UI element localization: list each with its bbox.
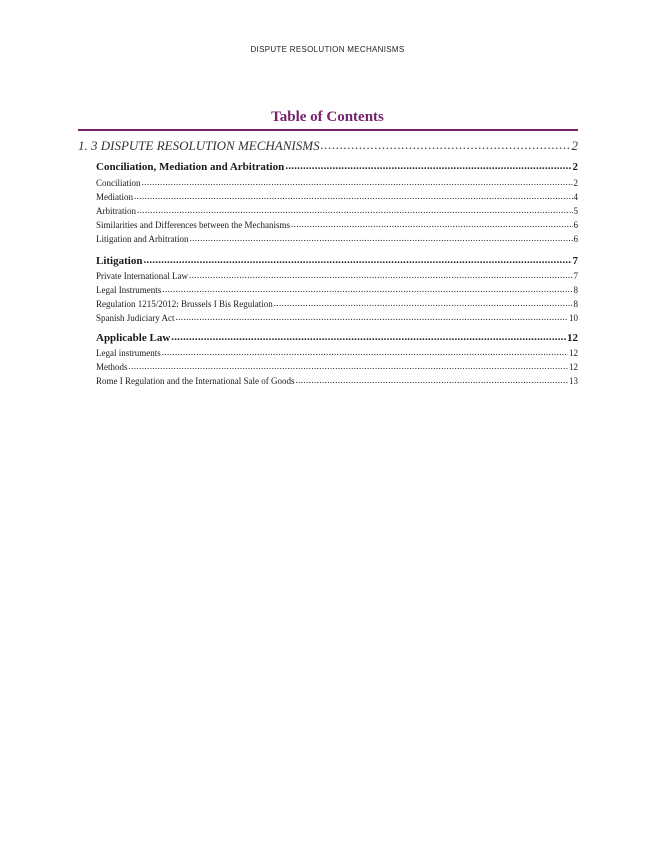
toc-entry-subsection[interactable] (96, 192, 578, 202)
toc-title: Table of Contents (271, 109, 384, 125)
toc-entry-page: 2 (572, 161, 578, 173)
toc-entry-label: Spanish Judiciary Act (96, 313, 175, 323)
toc-entry-page: 7 (572, 255, 578, 267)
toc-title-rule (78, 129, 578, 131)
toc-leader (189, 233, 572, 243)
toc-entry-label: Litigation (96, 255, 143, 267)
toc-entry-page: 13 (569, 376, 578, 386)
toc-leader (142, 177, 573, 187)
toc-entry-page: 6 (573, 234, 578, 244)
toc-entry-subsection[interactable] (96, 220, 578, 230)
toc-entry-page: 12 (569, 348, 578, 358)
toc-entry-page: 4 (573, 192, 578, 202)
toc-leader (295, 375, 568, 385)
toc-leader (176, 312, 569, 322)
toc-entry-subsection[interactable] (96, 178, 578, 188)
toc-entry-page: 12 (569, 362, 578, 372)
toc-entry-subsection[interactable] (96, 299, 578, 309)
toc-leader (143, 254, 571, 266)
toc-leader (321, 137, 571, 153)
toc-entry-page: 12 (567, 332, 578, 344)
toc-leader (285, 160, 571, 172)
toc-entry-label: Litigation and Arbitration (96, 234, 189, 244)
toc-entry-subsection[interactable] (96, 313, 578, 323)
toc-entry-page: 7 (573, 271, 578, 281)
toc-leader (171, 331, 566, 343)
toc-leader (274, 298, 573, 308)
toc-leader (162, 284, 572, 294)
toc-entry-subsection[interactable] (96, 362, 578, 372)
toc-entry-label: Private International Law (96, 271, 188, 281)
toc-entry-label: Conciliation (96, 178, 141, 188)
toc-entry-section[interactable] (96, 161, 578, 173)
toc-entry-label: Similarities and Differences between the Mechanisms (96, 220, 291, 230)
toc-entry-page: 6 (573, 220, 578, 230)
toc-entry-label: Methods (96, 362, 128, 372)
toc-entry-page: 2 (573, 178, 578, 188)
running-header: DISPUTE RESOLUTION MECHANISMS (250, 45, 405, 54)
toc-entry-label: Arbitration (96, 206, 136, 216)
toc-leader (189, 270, 573, 280)
toc-entry-page: 8 (573, 299, 578, 309)
toc-entry-page: 8 (573, 285, 578, 295)
toc-entry-label: Conciliation, Mediation and Arbitration (96, 161, 285, 173)
toc-entry-label: Legal instruments (96, 348, 161, 358)
toc-entry-subsection[interactable] (96, 206, 578, 216)
toc-entry-label: Rome I Regulation and the International Sale of Goods (96, 376, 295, 386)
toc-leader (134, 191, 573, 201)
toc-leader (291, 219, 572, 229)
toc-entry-subsection[interactable] (96, 234, 578, 244)
toc-entry-chapter[interactable] (78, 138, 578, 154)
toc-entry-section[interactable] (96, 332, 578, 344)
toc-entry-subsection[interactable] (96, 271, 578, 281)
toc-entry-label: Mediation (96, 192, 133, 202)
toc-leader (162, 347, 568, 357)
toc-entry-section[interactable] (96, 255, 578, 267)
toc-entry-subsection[interactable] (96, 285, 578, 295)
toc-leader (137, 205, 573, 215)
toc-entry-label: Legal Instruments (96, 285, 162, 295)
toc-leader (129, 361, 569, 371)
toc-entry-label: Regulation 1215/2012: Brussels I Bis Regulation (96, 299, 273, 309)
toc-entry-page: 10 (569, 313, 578, 323)
toc-entry-label: 1. 3 DISPUTE RESOLUTION MECHANISMS (78, 138, 320, 153)
toc-entry-subsection[interactable] (96, 348, 578, 358)
toc-entry-page: 2 (571, 138, 578, 153)
toc-entry-subsection[interactable] (96, 376, 578, 386)
toc-entry-page: 5 (573, 206, 578, 216)
toc-entry-label: Applicable Law (96, 332, 171, 344)
